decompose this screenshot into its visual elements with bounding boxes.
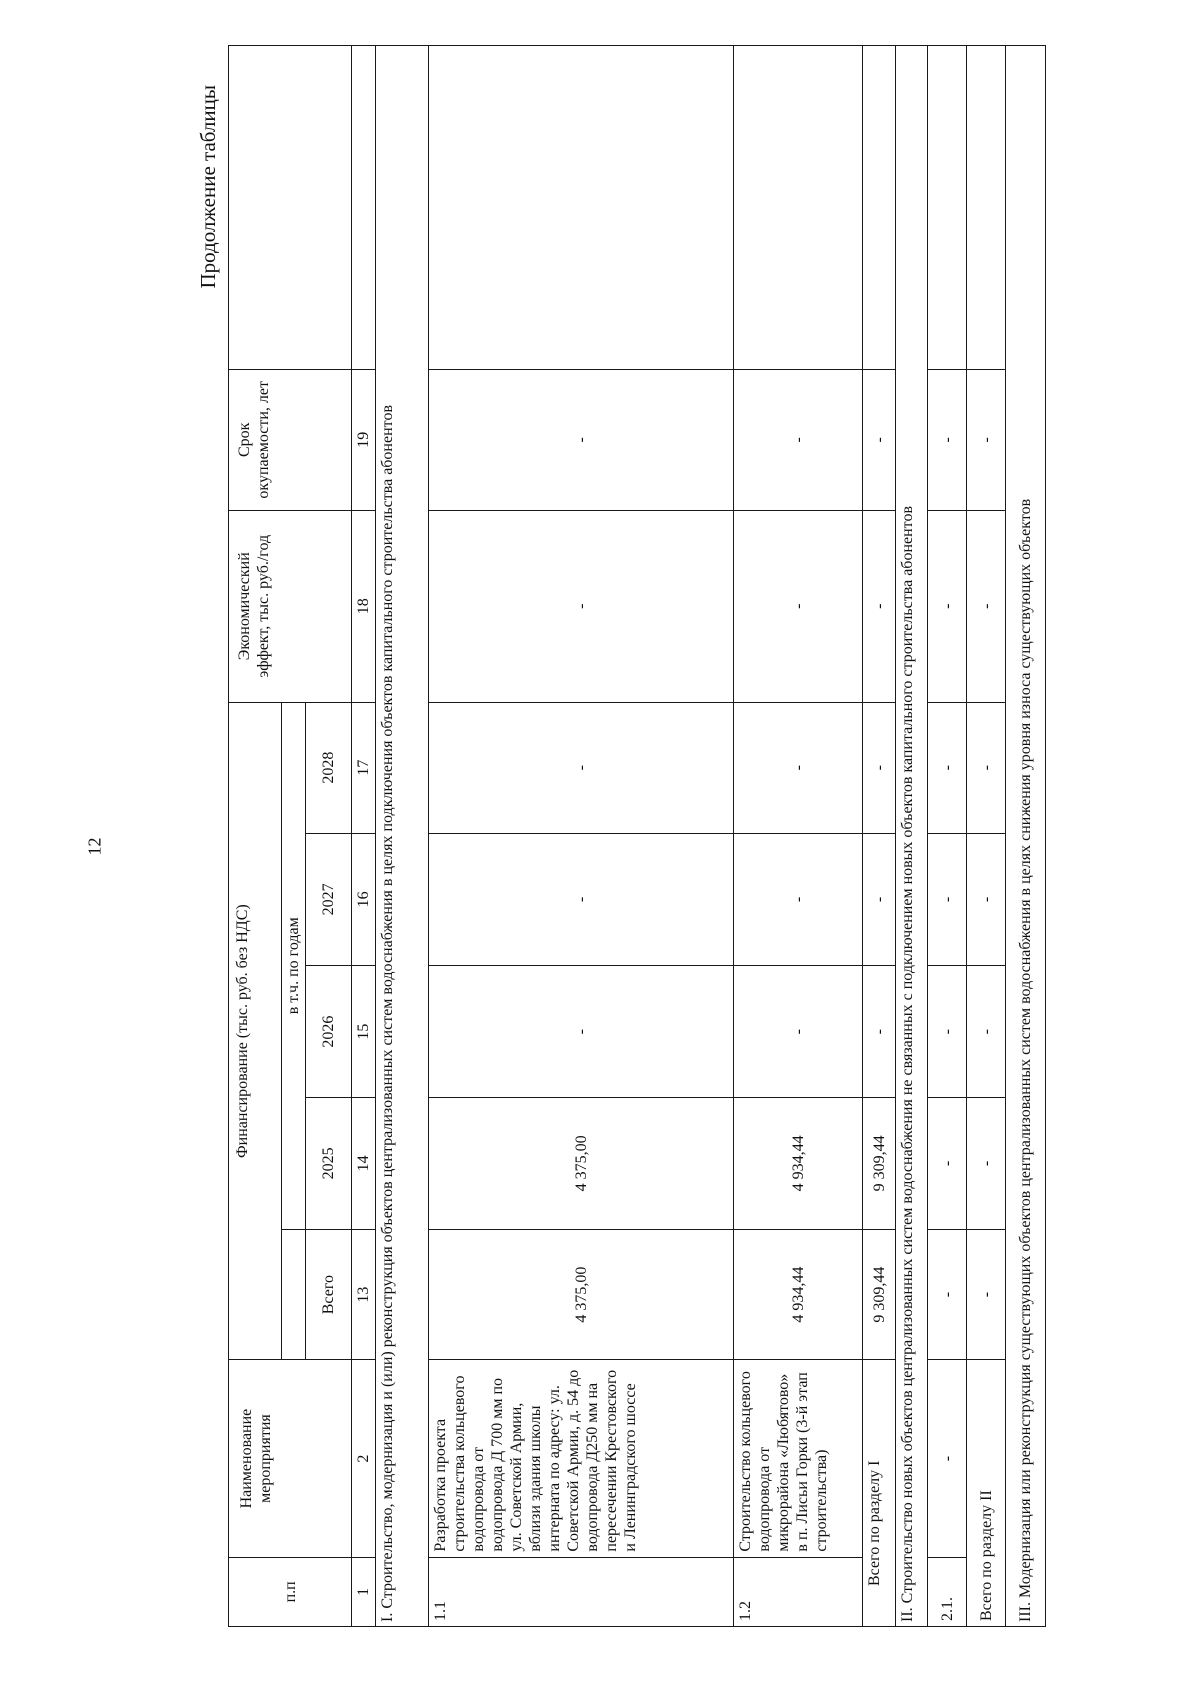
page-number: 12 xyxy=(84,837,105,856)
row-2026: - xyxy=(734,966,863,1098)
subtotal-effect: - xyxy=(967,510,1006,702)
header-payback: Срок окупаемости, лет xyxy=(229,369,352,510)
subtotal-label: Всего по разделу II xyxy=(967,1360,1006,1627)
row-payback: - xyxy=(734,369,863,510)
subtotal-2027: - xyxy=(863,833,896,966)
header-financing: Финансирование (тыс. руб. без НДС) xyxy=(229,702,282,1360)
row-2025: 4 934,44 xyxy=(734,1098,863,1230)
financing-table xyxy=(228,45,1046,1627)
subtotal-payback: - xyxy=(967,369,1006,510)
row-effect: - xyxy=(429,510,734,702)
row-number: 2.1. xyxy=(928,1557,967,1626)
col-number: 18 xyxy=(352,510,376,702)
row-2027: - xyxy=(928,833,967,966)
row-2027: - xyxy=(429,833,734,966)
rotated-document xyxy=(188,45,1046,1627)
subtotal-total: 9 309,44 xyxy=(863,1229,896,1360)
col-number: 1 xyxy=(352,1557,376,1626)
header-num: п.п xyxy=(229,1557,352,1626)
subtotal-2028: - xyxy=(967,702,1006,833)
subtotal-payback: - xyxy=(863,369,896,510)
header-by-years: в т.ч. по годам xyxy=(282,702,306,1229)
subtotal-label: Всего по разделу I xyxy=(863,1360,896,1627)
row-2027: - xyxy=(734,833,863,966)
header-year-2027: 2027 xyxy=(306,833,352,966)
subtotal-2026: - xyxy=(863,966,896,1098)
subtotal-2025: 9 309,44 xyxy=(863,1098,896,1230)
row-total: - xyxy=(928,1229,967,1360)
row-2025: 4 375,00 xyxy=(429,1098,734,1230)
row-name: - xyxy=(928,1360,967,1557)
col-number: 17 xyxy=(352,702,376,833)
col-number: 2 xyxy=(352,1360,376,1557)
table-caption: Продолжение таблицы xyxy=(196,85,220,289)
col-number: 14 xyxy=(352,1098,376,1230)
subtotal-2026: - xyxy=(967,966,1006,1098)
col-number: 19 xyxy=(352,369,376,510)
subtotal-2025: - xyxy=(967,1098,1006,1230)
row-2028: - xyxy=(429,702,734,833)
row-number: 1.1 xyxy=(429,1557,734,1626)
header-year-2025: 2025 xyxy=(306,1098,352,1230)
section-title: III. Модернизация или реконструкция существующих объектов централизованных систем водоснабжения в целях снижения уровня износа существующих объектов xyxy=(1006,46,1046,1627)
subtotal-2027: - xyxy=(967,833,1006,966)
row-2028: - xyxy=(928,702,967,833)
section-title: II. Строительство новых объектов централизованных систем водоснабжения не связанных с подключением новых объектов капитального строительства абонентов xyxy=(896,46,928,1627)
row-number: 1.2 xyxy=(734,1557,863,1626)
header-empty xyxy=(229,46,352,370)
col-number: 13 xyxy=(352,1229,376,1360)
subtotal-2028: - xyxy=(863,702,896,833)
row-2026: - xyxy=(429,966,734,1098)
header-total: Всего xyxy=(306,1229,352,1360)
col-number: 15 xyxy=(352,966,376,1098)
subtotal-total: - xyxy=(967,1229,1006,1360)
row-name: Разработка проекта строительства кольцевого водопровода от водопровода Д 700 мм по ул. Советской Армии, вблизи здания школы интерната по адресу: ул. Советской Армии, д. 54 до водопровода Д250 мм на пересечении Крестовского и Ленинградского шоссе xyxy=(429,1360,734,1557)
header-year-2028: 2028 xyxy=(306,702,352,833)
row-payback: - xyxy=(928,369,967,510)
row-effect: - xyxy=(734,510,863,702)
row-total: 4 375,00 xyxy=(429,1229,734,1360)
row-name: Строительство кольцевого водопровода от микрорайона «Любятово» в п. Лисьи Горки (3-й этап строительства) xyxy=(734,1360,863,1557)
row-2028: - xyxy=(734,702,863,833)
subtotal-effect: - xyxy=(863,510,896,702)
header-year-2026: 2026 xyxy=(306,966,352,1098)
col-number: 16 xyxy=(352,833,376,966)
row-effect: - xyxy=(928,510,967,702)
header-economic-effect: Экономический эффект, тыс. руб./год xyxy=(229,510,352,702)
row-payback: - xyxy=(429,369,734,510)
header-name: Наименование мероприятия xyxy=(229,1360,352,1557)
section-title: I. Строительство, модернизация и (или) реконструкция объектов централизованных систем водоснабжения в целях подключения объектов капитального строительства абонентов xyxy=(376,46,429,1627)
row-2026: - xyxy=(928,966,967,1098)
row-total: 4 934,44 xyxy=(734,1229,863,1360)
row-2025: - xyxy=(928,1098,967,1230)
